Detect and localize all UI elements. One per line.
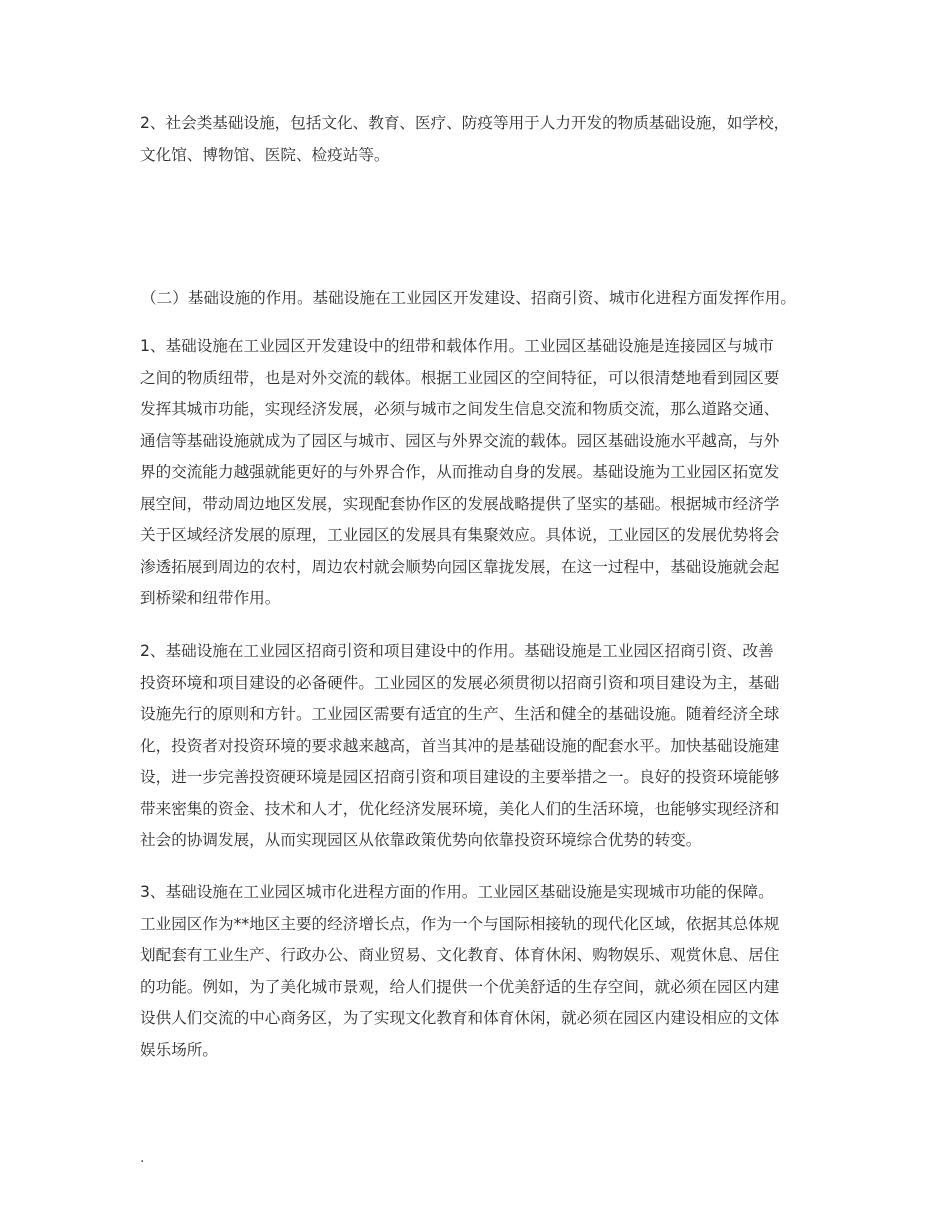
footer-mark: . xyxy=(140,1150,145,1166)
paragraph-line: 带来密集的资金、技术和人才，优化经济发展环境，美化人们的生活环境，也能够实现经济和 xyxy=(140,799,780,818)
paragraph-line: 文化馆、博物馆、医院、检疫站等。 xyxy=(140,145,390,164)
paragraph-line: 化，投资者对投资环境的要求越来越高，首当其冲的是基础设施的配套水平。加快基础设施建 xyxy=(140,736,780,755)
paragraph-line: 展空间，带动周边地区发展，实现配套协作区的发展战略提供了坚实的基础。根据城市经济学 xyxy=(140,494,780,513)
paragraph-2 xyxy=(140,636,830,857)
paragraph-line: 渗透拓展到周边的农村，周边农村就会顺势向园区靠拢发展，在这一过程中，基础设施就会起 xyxy=(140,557,780,576)
paragraph-line: 到桥梁和纽带作用。 xyxy=(140,589,281,607)
paragraph-line: 3、基础设施在工业园区城市化进程方面的作用。工业园区基础设施是实现城市功能的保障。 xyxy=(140,883,774,901)
paragraph-line: 社会的协调发展，从而实现园区从依靠政策优势向依靠投资环境综合优势的转变。 xyxy=(140,831,702,849)
paragraph-line: 娱乐场所。 xyxy=(140,1040,218,1059)
paragraph-social-infrastructure xyxy=(140,108,830,171)
paragraph-3 xyxy=(140,877,830,1066)
paragraph-line: 1、基础设施在工业园区开发建设中的纽带和载体作用。工业园区基础设施是连接园区与城市 xyxy=(140,337,774,355)
paragraph-line: 界的交流能力越强就能更好的与外界合作，从而推动自身的发展。基础设施为工业园区拓宽发 xyxy=(140,463,780,481)
paragraph-line: 划配套有工业生产、行政办公、商业贸易、文化教育、体育休闲、购物娱乐、观赏休息、居住 xyxy=(140,946,780,964)
paragraph-line: 工业园区作为**地区主要的经济增长点，作为一个与国际相接轨的现代化区域，依据其总体规 xyxy=(140,914,780,933)
paragraph-line: 2、社会类基础设施，包括文化、教育、医疗、防疫等用于人力开发的物质基础设施，如学校， xyxy=(140,114,790,132)
paragraph-line: 关于区域经济发展的原理，工业园区的发展具有集聚效应。具体说，工业园区的发展优势将会 xyxy=(140,526,780,544)
paragraph-line: 通信等基础设施就成为了园区与城市、园区与外界交流的载体。园区基础设施水平越高，与外 xyxy=(140,431,780,450)
paragraph-line: 投资环境和项目建设的必备硬件。工业园区的发展必须贯彻以招商引资和项目建设为主，基础 xyxy=(140,673,780,692)
paragraph-line: 之间的物质纽带，也是对外交流的载体。根据工业园区的空间特征，可以很清楚地看到园区要 xyxy=(140,368,780,387)
paragraph-line: 设，进一步完善投资硬环境是园区招商引资和项目建设的主要举措之一。良好的投资环境能够 xyxy=(140,768,780,786)
section-heading: （二）基础设施的作用。基础设施在工业园区开发建设、招商引资、城市化进程方面发挥作用。 xyxy=(141,289,796,307)
paragraph-1 xyxy=(140,331,830,615)
paragraph-line: 设施先行的原则和方针。工业园区需要有适宜的生产、生活和健全的基础设施。随着经济全球 xyxy=(140,705,780,723)
paragraph-line: 发挥其城市功能，实现经济发展，必须与城市之间发生信息交流和物质交流，那么道路交通、 xyxy=(140,400,780,418)
paragraph-line: 的功能。例如，为了美化城市景观，给人们提供一个优美舒适的生存空间，就必须在园区内建 xyxy=(140,977,780,996)
paragraph-line: 2、基础设施在工业园区招商引资和项目建设中的作用。基础设施是工业园区招商引资、改善 xyxy=(140,642,774,660)
paragraph-line: 设供人们交流的中心商务区，为了实现文化教育和体育休闲，就必须在园区内建设相应的文体 xyxy=(140,1009,780,1027)
